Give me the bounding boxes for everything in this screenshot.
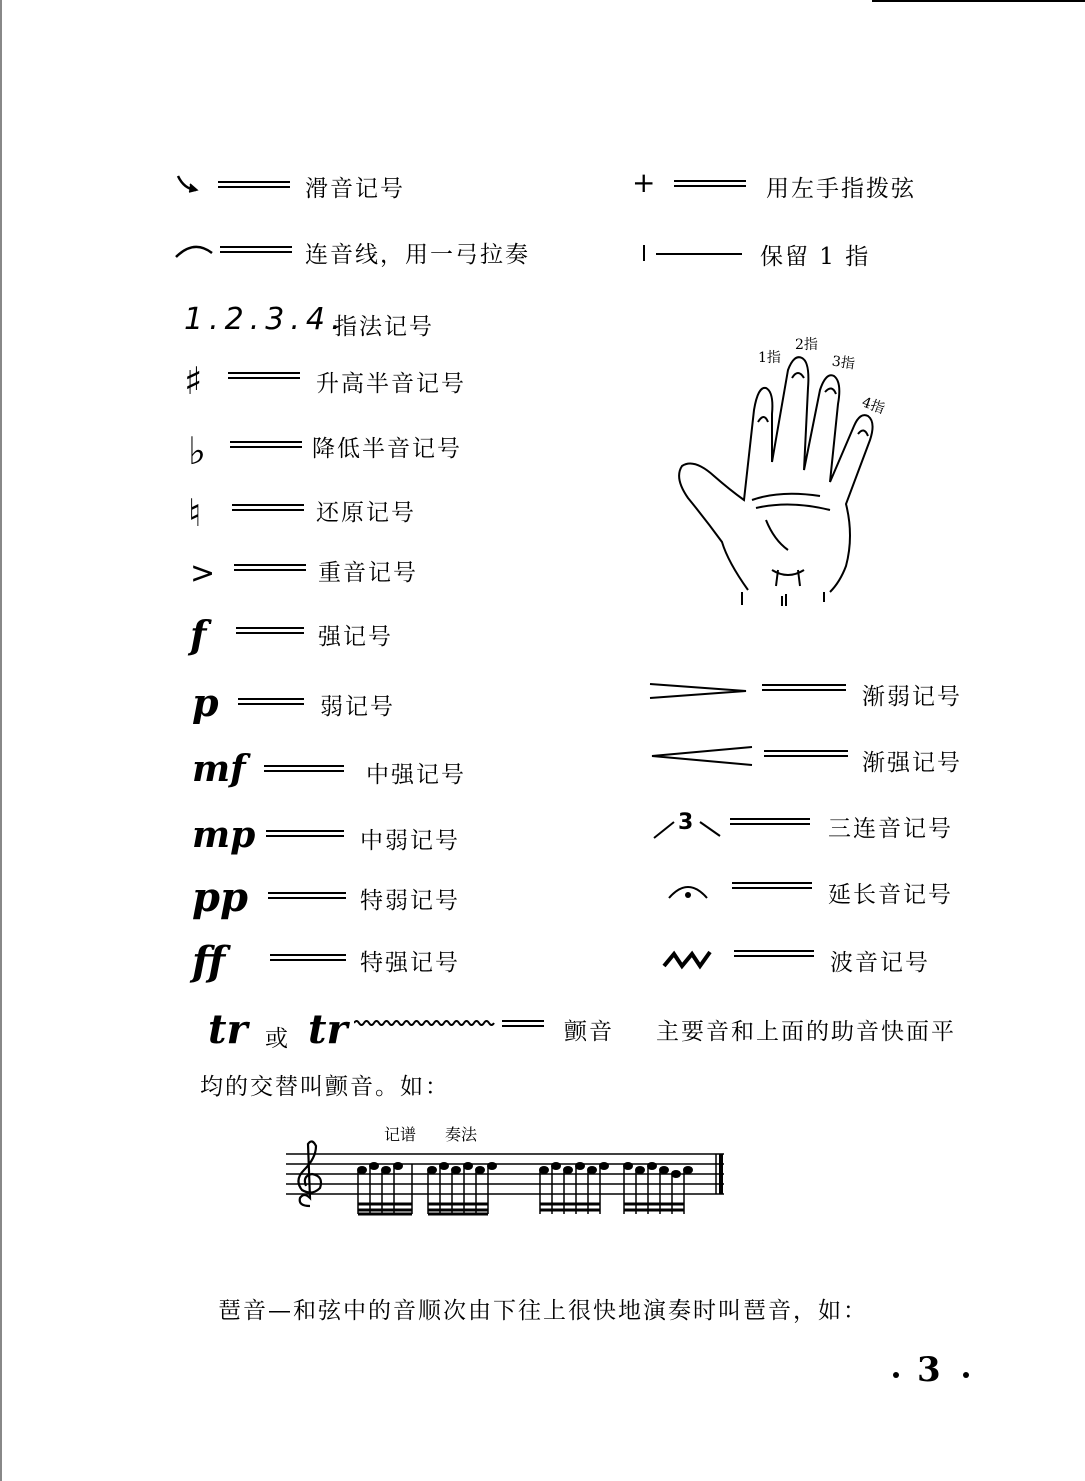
equals-dash — [732, 882, 812, 889]
mezzo-forte-symbol: mf — [192, 748, 246, 790]
page-number-dot-left — [893, 1372, 899, 1378]
score-label-notation: 记谱 — [384, 1125, 417, 1144]
scan-edge-line — [872, 0, 1085, 2]
equals-dash — [264, 765, 344, 772]
equals-dash — [730, 818, 810, 825]
equals-dash — [228, 372, 300, 379]
sharp-desc: 升高半音记号 — [316, 371, 466, 397]
equals-dash — [270, 954, 346, 961]
finger-label-3: 3指 — [830, 353, 856, 373]
trill-label: 颤音 — [564, 1019, 614, 1045]
slur-symbol — [174, 243, 214, 259]
fortissimo-symbol: ff — [192, 938, 226, 985]
fingering-desc: 指法记号 — [334, 314, 434, 340]
equals-dash — [230, 441, 302, 448]
forte-symbol: f — [190, 612, 207, 657]
decrescendo-desc: 渐弱记号 — [862, 684, 962, 710]
pianissimo-desc: 特弱记号 — [360, 888, 460, 914]
equals-dash — [236, 627, 304, 634]
accent-desc: 重音记号 — [318, 560, 418, 586]
crescendo-desc: 渐强记号 — [862, 750, 962, 776]
hold-line — [656, 253, 742, 255]
equals-dash — [238, 698, 304, 705]
hand-illustration — [670, 330, 900, 610]
flat-symbol: ♭ — [188, 428, 206, 473]
equals-dash — [762, 684, 846, 691]
fermata-desc: 延长音记号 — [828, 882, 953, 908]
flat-desc: 降低半音记号 — [312, 436, 462, 462]
equals-dash — [266, 830, 344, 837]
fingering-symbol: 1.2.3.4. — [184, 302, 347, 337]
forte-desc: 强记号 — [318, 624, 393, 650]
equals-dash — [502, 1020, 544, 1027]
page-number-dot-right — [963, 1372, 969, 1378]
trill-desc-line2: 均的交替叫颤音。如： — [200, 1074, 450, 1100]
equals-dash — [764, 750, 848, 757]
fermata-symbol — [666, 880, 710, 902]
equals-dash — [232, 504, 304, 511]
natural-desc: 还原记号 — [316, 500, 416, 526]
finger-label-2: 2指 — [795, 337, 818, 353]
piano-symbol: p — [192, 680, 219, 725]
trill-symbol-alt: tr — [308, 1006, 348, 1053]
hold-finger-symbol — [643, 245, 645, 261]
pizzicato-desc: 用左手指拨弦 — [766, 176, 916, 202]
trill-or: 或 — [265, 1026, 290, 1052]
glide-desc: 滑音记号 — [305, 176, 405, 202]
decrescendo-symbol — [648, 680, 750, 702]
mezzo-forte-desc: 中强记号 — [366, 762, 466, 788]
piano-desc: 弱记号 — [320, 694, 395, 720]
pianissimo-symbol: pp — [192, 874, 248, 921]
natural-symbol: ♮ — [188, 490, 202, 535]
mezzo-piano-symbol: mp — [192, 814, 256, 856]
equals-dash — [674, 180, 746, 187]
triplet-desc: 三连音记号 — [828, 816, 953, 842]
fortissimo-desc: 特强记号 — [360, 950, 460, 976]
arpeggio-text: 琶音—和弦中的音顺次由下往上很快地演奏时叫琶音，如： — [218, 1298, 868, 1324]
trill-wave — [354, 1018, 496, 1028]
finger-label-4: 4指 — [859, 394, 887, 418]
triplet-symbol: 3 — [678, 810, 694, 835]
glide-symbol — [176, 173, 202, 195]
scan-edge-left — [0, 0, 2, 1481]
trill-desc-line1: 主要音和上面的助音快面平 — [656, 1019, 956, 1045]
equals-dash — [268, 892, 346, 899]
mordent-desc: 波音记号 — [830, 950, 930, 976]
equals-dash — [220, 246, 292, 253]
finger-label-1: 1指 — [758, 350, 781, 366]
hold-finger-desc: 保留 1 指 — [760, 244, 871, 270]
equals-dash — [234, 564, 306, 571]
trill-score — [284, 1140, 728, 1224]
slur-desc: 连音线，用一弓拉奏 — [305, 242, 530, 268]
pizzicato-symbol: + — [632, 166, 656, 199]
mordent-symbol — [662, 948, 714, 972]
score-label-performance: 奏法 — [445, 1125, 478, 1144]
crescendo-symbol — [648, 744, 756, 768]
accent-symbol: > — [190, 556, 216, 591]
page-number: 3 — [917, 1350, 941, 1390]
equals-dash — [218, 181, 290, 188]
mezzo-piano-desc: 中弱记号 — [360, 828, 460, 854]
equals-dash — [734, 950, 814, 957]
sharp-symbol: ♯ — [184, 358, 203, 403]
trill-symbol: tr — [208, 1006, 248, 1053]
